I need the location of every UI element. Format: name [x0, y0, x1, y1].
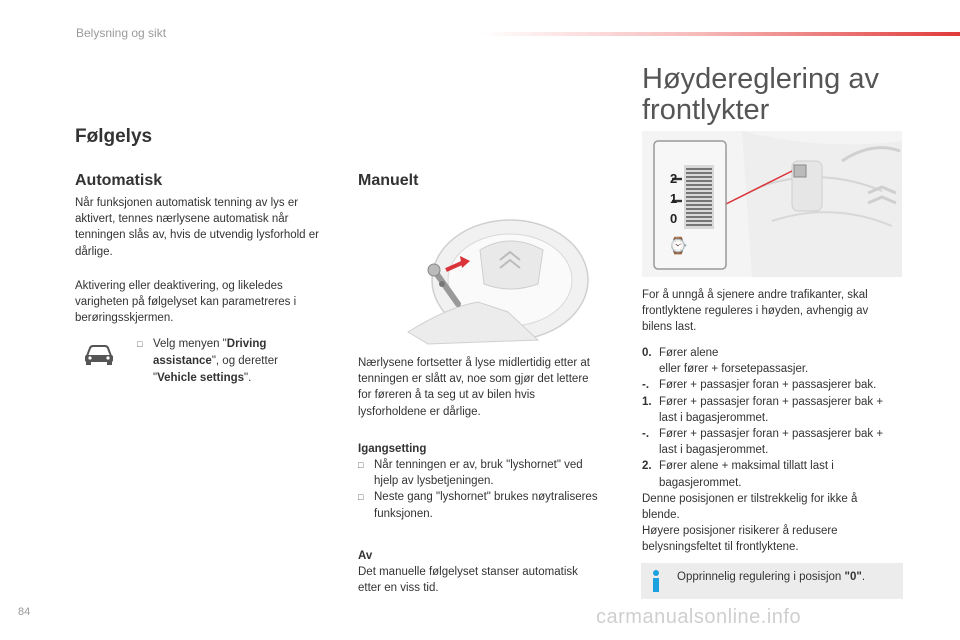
list-item [642, 377, 907, 393]
position-text: last i bagasjerommet. [659, 444, 769, 457]
square-bullet-icon: □ [137, 339, 143, 349]
heading-off: Av [358, 550, 373, 562]
heading-manual: Manuelt [358, 172, 419, 189]
running-header: Belysning og sikt [76, 26, 167, 40]
note-position-sufficient: Denne posisjonen er tilstrekkelig for ikke å blende. [642, 493, 858, 522]
instruction-prefix: Velg menyen " [153, 338, 227, 350]
heading-activation: Igangsetting [358, 443, 427, 455]
svg-text:⌚: ⌚ [668, 238, 688, 255]
list-item [642, 458, 907, 490]
info-text: Opprinnelig regulering i posisjon [677, 571, 845, 583]
position-text: Fører alene + maksimal tillatt last i [659, 460, 834, 473]
adjustment-intro: For å unngå å sjenere andre trafikanter, skal frontlyktene reguleres i høyden, avhengig av bilens last. [642, 289, 869, 334]
watermark: carmanualsonline.info [596, 606, 802, 628]
menu-instruction [137, 336, 317, 387]
position-key: -. [642, 428, 650, 441]
position-list [642, 345, 907, 491]
menu-name-driving-assistance: Driving assistance [153, 338, 267, 367]
dial-label-1: 1 [670, 191, 678, 206]
instruction-mid: ", og deretter " [153, 355, 278, 384]
list-item [642, 345, 907, 377]
steering-wheel-illustration [388, 212, 598, 350]
info-value: "0" [844, 571, 862, 583]
page-title-headlamp-adjustment: Høydereglering av frontlykter [642, 63, 879, 126]
manual-paragraph: Nærlysene fortsetter å lyse midlertidig etter at tenningen er slått av, noe som gjør det lettere for føreren å ta seg ut av bilen hvis lysforholdene er dårlige. [358, 357, 591, 418]
position-text: eller fører + forsetepassasjer. [659, 363, 809, 376]
header-accent-bar [480, 32, 960, 36]
page-number: 84 [18, 606, 31, 618]
list-item [358, 457, 608, 489]
position-text: Fører + passasjer foran + passasjerer bak + [659, 428, 884, 441]
list-item [358, 489, 608, 521]
activation-list [358, 457, 608, 522]
info-end: . [861, 571, 866, 583]
car-settings-icon [82, 340, 116, 366]
auto-paragraph-1: Når funksjonen automatisk tenning av lys er aktivert, tennes nærlysene automatisk når tenningen slås av, hvis de utvendig lysforhold er dårlige. [75, 197, 319, 258]
menu-name-vehicle-settings: Vehicle settings [157, 372, 245, 384]
info-icon [649, 569, 663, 593]
position-key: -. [642, 379, 650, 392]
position-text: Fører alene [659, 347, 719, 359]
activation-step-1: Når tenningen er av, bruk "lyshornet" ved hjelp av lysbetjeningen. [374, 459, 583, 488]
list-item [642, 394, 907, 426]
activation-step-2: Neste gang "lyshornet" brukes nøytraliseres funksjonen. [374, 491, 598, 520]
auto-paragraph-2: Aktivering eller deaktivering, og likeledes varigheten på følgelyset kan parametreres i berøringsskjermen. [75, 280, 297, 325]
headlamp-dial-illustration [642, 131, 902, 277]
note-higher-positions: Høyere posisjoner risikerer å redusere belysningsfeltet til frontlyktene. [642, 525, 838, 554]
position-text: last i bagasjerommet. [659, 411, 769, 424]
position-text: Fører + passasjer foran + passasjerer bak. [659, 379, 877, 392]
square-bullet-icon: □ [358, 460, 364, 470]
dial-label-2: 2 [670, 171, 678, 186]
position-key: 2. [642, 460, 652, 473]
instruction-suffix: ". [244, 372, 252, 384]
heading-automatic: Automatisk [75, 172, 163, 189]
off-paragraph: Det manuelle følgelyset stanser automatisk etter en viss tid. [358, 566, 578, 595]
position-key: 1. [642, 395, 652, 408]
list-item [642, 426, 907, 458]
position-text: Fører + passasjer foran + passasjerer bak + [659, 395, 884, 408]
position-key: 0. [642, 347, 652, 359]
square-bullet-icon: □ [358, 492, 364, 503]
info-box [641, 563, 903, 599]
dial-label-0: 0 [670, 211, 678, 226]
position-text: bagasjerommet. [659, 476, 742, 489]
section-title-following-lights: Følgelys [75, 126, 153, 147]
